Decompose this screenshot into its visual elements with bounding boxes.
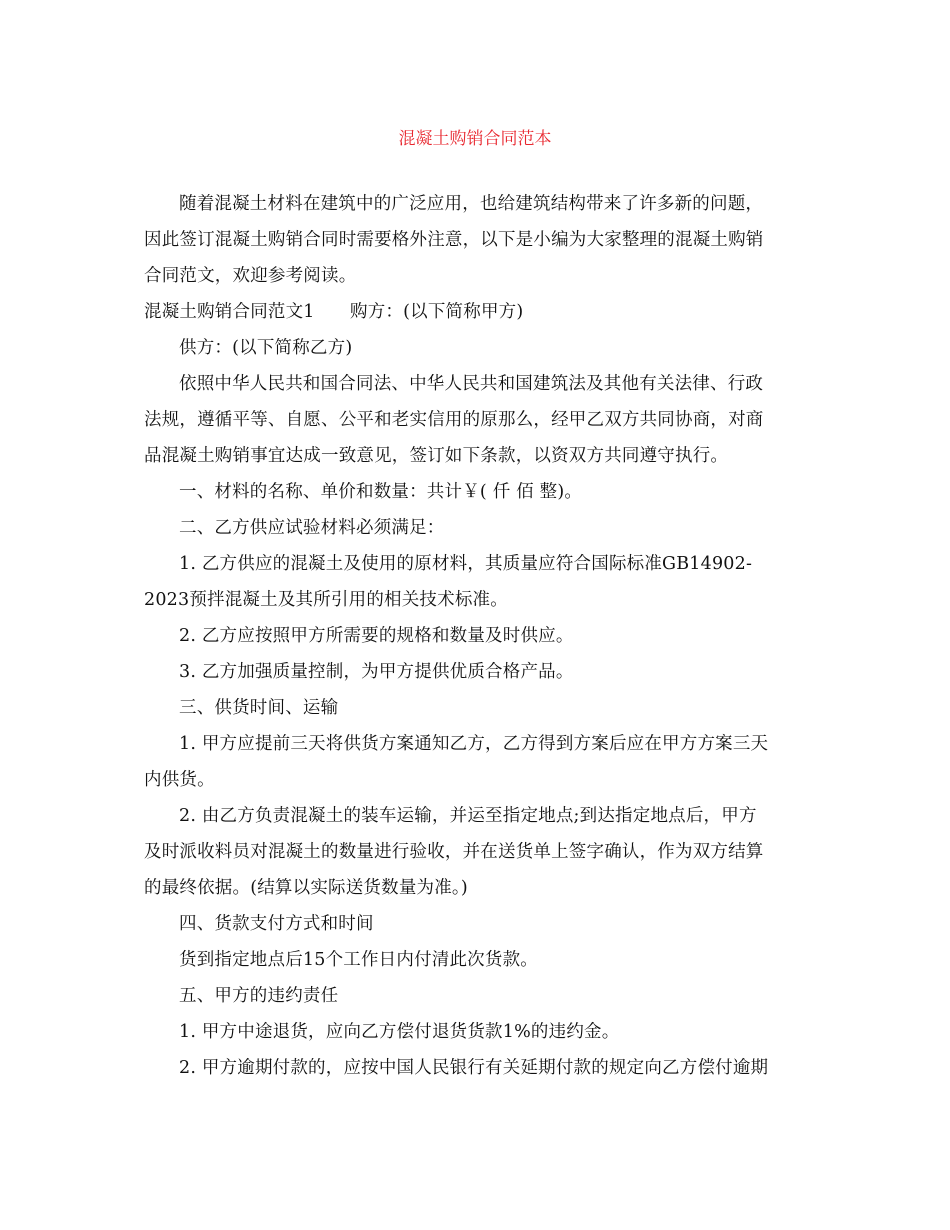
paragraph-line: 货到指定地点后15个工作日内付清此次货款。: [179, 950, 538, 970]
paragraph-line: 随着混凝土材料在建筑中的广泛应用，也给建筑结构带来了许多新的问题，: [179, 194, 764, 214]
paragraph-line: 2. 由乙方负责混凝土的装车运输，并运至指定地点;到达指定地点后，甲方: [179, 806, 757, 826]
paragraph-line: 五、甲方的违约责任: [179, 986, 339, 1006]
paragraph-line: 混凝土购销合同范文1 购方：(以下简称甲方): [144, 302, 524, 322]
paragraph-line: 的最终依据。(结算以实际送货数量为准。): [144, 878, 468, 898]
paragraph-line: 及时派收料员对混凝土的数量进行验收，并在送货单上签字确认，作为双方结算: [144, 842, 764, 862]
paragraph-line: 合同范文，欢迎参考阅读。: [144, 266, 357, 286]
paragraph-line: 三、供货时间、运输: [179, 698, 339, 718]
paragraph-line: 因此签订混凝土购销合同时需要格外注意，以下是小编为大家整理的混凝土购销: [144, 230, 764, 250]
paragraph-line: 法规，遵循平等、自愿、公平和老实信用的原那么，经甲乙双方共同协商，对商: [144, 410, 764, 430]
paragraph-line: 1. 乙方供应的混凝土及使用的原材料，其质量应符合国际标准GB14902-: [179, 554, 753, 574]
paragraph-line: 依照中华人民共和国合同法、中华人民共和国建筑法及其他有关法律、行政: [179, 374, 764, 394]
paragraph-line: 供方：(以下简称乙方): [179, 338, 353, 358]
paragraph-line: 一、材料的名称、单价和数量：共计￥( 仟 佰 整)。: [179, 482, 583, 502]
paragraph-line: 2. 乙方应按照甲方所需要的规格和数量及时供应。: [179, 626, 574, 646]
document-body: [144, 192, 812, 1092]
paragraph-line: 1. 甲方中途退货，应向乙方偿付退货货款1%的违约金。: [179, 1022, 620, 1042]
paragraph-line: 1. 甲方应提前三天将供货方案通知乙方，乙方得到方案后应在甲方方案三天: [179, 734, 769, 754]
paragraph-line: 四、货款支付方式和时间: [179, 914, 374, 934]
paragraph-line: 品混凝土购销事宜达成一致意见，签订如下条款，以资双方共同遵守执行。: [144, 446, 729, 466]
paragraph-line: 二、乙方供应试验材料必须满足：: [179, 518, 445, 538]
paragraph-line: 内供货。: [144, 770, 215, 790]
paragraph-line: 2. 甲方逾期付款的，应按中国人民银行有关延期付款的规定向乙方偿付逾期: [179, 1058, 769, 1078]
paragraph-line: 3. 乙方加强质量控制，为甲方提供优质合格产品。: [179, 662, 574, 682]
paragraph-line: 2023预拌混凝土及其所引用的相关技术标准。: [144, 590, 508, 610]
document-title: 混凝土购销合同范本: [398, 129, 552, 149]
